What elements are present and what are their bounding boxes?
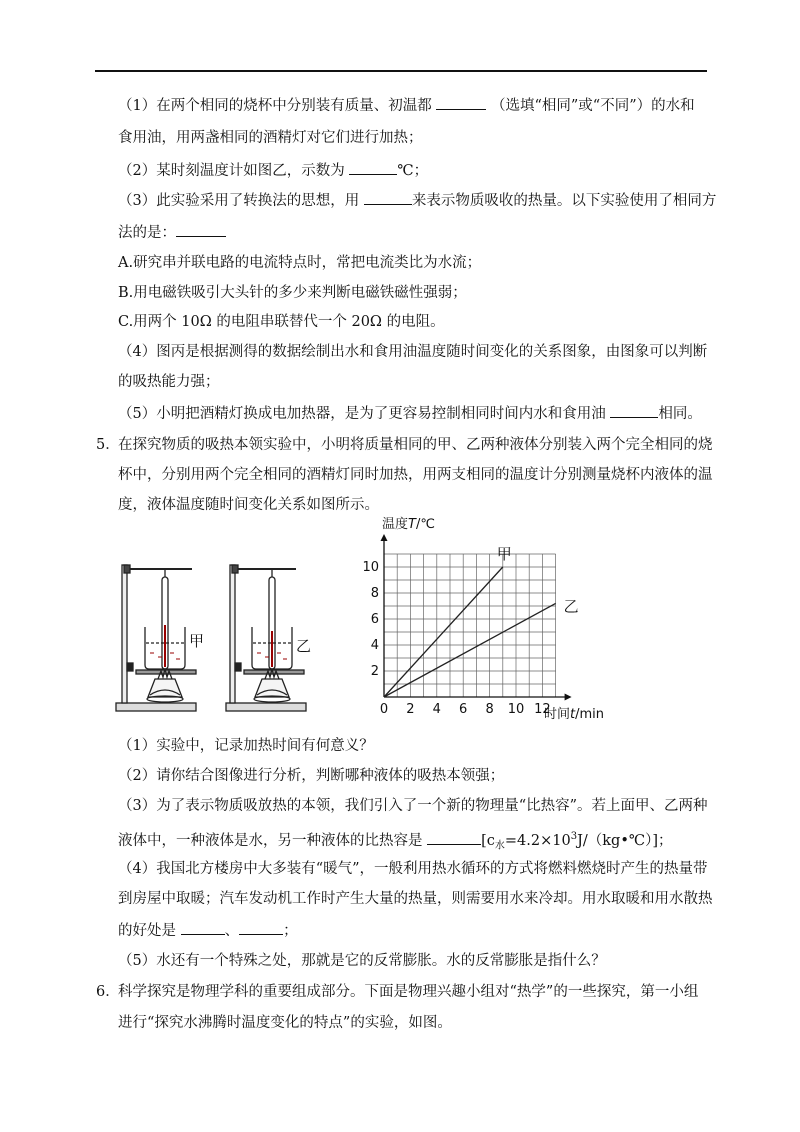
q4-part5-line bbox=[118, 403, 702, 424]
q5-sub4-text: 的好处是 bbox=[118, 923, 176, 939]
stand-base-left bbox=[116, 703, 196, 711]
q4-option-a: A.研究串并联电路的电流特点时，常把电流类比为水流； bbox=[118, 255, 482, 271]
answer-blank[interactable] bbox=[349, 160, 397, 175]
q5-sub3-line1: （3）为了表示物质吸放热的本领，我们引入了一个新的物理量“比热容”。若上面甲、乙两种 bbox=[118, 798, 708, 814]
q5-number: 5． bbox=[96, 437, 120, 453]
q5-sub4-end: ； bbox=[283, 923, 298, 939]
q4-part3-text-c: 法的是： bbox=[118, 225, 176, 241]
q4-part5-text-a: （5）小明把酒精灯换成电加热器，是为了更容易控制相同时间内水和食用油 bbox=[118, 406, 606, 422]
stand-base-right bbox=[226, 703, 306, 711]
x-tick-label: 8 bbox=[485, 702, 494, 717]
q4-part4-line2: 的吸热能力强； bbox=[118, 374, 220, 390]
temperature-time-chart bbox=[352, 512, 632, 727]
q4-part3-text-a: （3）此实验采用了转换法的思想，用 bbox=[118, 193, 360, 209]
q5-sub5: （5）水还有一个特殊之处，那就是它的反常膨胀。水的反常膨胀是指什么？ bbox=[118, 953, 606, 969]
q4-part4-line1: （4）图丙是根据测得的数据绘制出水和食用油温度随时间变化的关系图象，由图象可以判断 bbox=[118, 344, 708, 360]
q4-part2-text-b: ℃； bbox=[397, 163, 429, 179]
q4-part3-line1 bbox=[118, 190, 716, 211]
q5-sub2: （2）请你结合图像进行分析，判断哪种液体的吸热本领强； bbox=[118, 768, 505, 784]
stand-rod-left bbox=[122, 565, 127, 703]
q5-intro-line3: 度，液体温度随时间变化关系如图所示。 bbox=[118, 497, 379, 513]
apparatus-figure bbox=[110, 545, 325, 720]
y-tick-label: 10 bbox=[362, 560, 379, 575]
q4-part3-line2 bbox=[118, 222, 226, 243]
q5-sub3-subscript: 水 bbox=[494, 840, 505, 852]
answer-blank[interactable] bbox=[176, 222, 226, 237]
q5-intro-line1: 在探究物质的吸热本领实验中，小明将质量相同的甲、乙两种液体分别装入两个完全相同的烧 bbox=[118, 437, 713, 453]
x-tick-label: 0 bbox=[379, 702, 389, 717]
q4-part5-text-b: 相同。 bbox=[658, 406, 702, 422]
q5-sub3-formula-b: =4.2×10 bbox=[504, 832, 571, 849]
q4-part1-text-a: （1）在两个相同的烧杯中分别装有质量、初温都 bbox=[118, 98, 432, 114]
q5-sub3-superscript: 3 bbox=[570, 831, 578, 842]
chart-series bbox=[384, 545, 579, 697]
q6-number: 6． bbox=[96, 984, 120, 1000]
burner-right bbox=[255, 679, 289, 697]
q5-sub3-line2 bbox=[118, 827, 673, 857]
q4-part2-line bbox=[118, 160, 428, 181]
label-jia: 甲 bbox=[189, 632, 205, 650]
series-line-yi bbox=[384, 603, 556, 697]
answer-blank[interactable] bbox=[364, 190, 412, 205]
x-tick-label: 12 bbox=[534, 702, 551, 717]
stand-rod-right bbox=[230, 565, 235, 703]
answer-blank[interactable] bbox=[239, 920, 283, 935]
label-yi: 乙 bbox=[296, 637, 312, 655]
answer-blank[interactable] bbox=[181, 920, 225, 935]
series-label: 乙 bbox=[563, 597, 579, 616]
burner-left bbox=[148, 679, 182, 697]
chart-axes bbox=[381, 534, 572, 701]
q4-part2-text-a: （2）某时刻温度计如图乙，示数为 bbox=[118, 163, 345, 179]
clamp-knob-left bbox=[124, 565, 130, 573]
q4-part3-text-b: 来表示物质吸收的热量。以下实验使用了相同方 bbox=[411, 193, 717, 209]
q5-sub4-line3 bbox=[118, 920, 298, 941]
y-axis-arrow bbox=[381, 534, 388, 541]
y-tick-label: 6 bbox=[370, 612, 379, 627]
header-rule bbox=[95, 70, 707, 72]
answer-blank[interactable] bbox=[610, 403, 658, 418]
x-tick-label: 6 bbox=[459, 702, 468, 717]
answer-blank[interactable] bbox=[436, 95, 486, 110]
q5-sub3-formula-a: [c bbox=[481, 832, 495, 849]
chart-grid bbox=[384, 554, 556, 697]
x-tick-label: 4 bbox=[432, 702, 441, 717]
y-tick-label: 2 bbox=[370, 664, 379, 679]
q4-part1-line1 bbox=[118, 95, 695, 116]
answer-blank[interactable] bbox=[427, 830, 481, 845]
chart-xlabel: 时间t/min bbox=[544, 707, 605, 722]
q4-option-b: B.用电磁铁吸引大头针的多少来判断电磁铁磁性强弱； bbox=[118, 285, 467, 301]
q5-sub4-line2: 到房屋中取暖；汽车发动机工作时产生大量的热量，则需要用水来冷却。用水取暖和用水散热 bbox=[118, 891, 713, 907]
q5-sub4-line1: （4）我国北方楼房中大多装有“暖气”，一般利用热水循环的方式将燃料燃烧时产生的热量带 bbox=[118, 861, 708, 877]
q5-intro-line2: 杯中，分别用两个完全相同的酒精灯同时加热，用两支相同的温度计分别测量烧杯内液体的温 bbox=[118, 467, 713, 483]
chart-ylabel: 温度T/℃ bbox=[382, 517, 435, 532]
y-tick-label: 4 bbox=[370, 638, 379, 653]
x-tick-label: 2 bbox=[406, 702, 415, 717]
q5-sub3-formula-c: J/（kg•℃）]； bbox=[577, 832, 673, 849]
x-tick-label: 10 bbox=[507, 702, 525, 717]
x-axis-arrow bbox=[565, 694, 572, 701]
y-tick-label: 8 bbox=[370, 586, 379, 601]
q4-part1-line2: 食用油，用两盏相同的酒精灯对它们进行加热； bbox=[118, 130, 423, 146]
q4-part1-text-b: （选填“相同”或“不同”）的水和 bbox=[490, 98, 695, 114]
q4-option-c: C.用两个 10Ω 的电阻串联替代一个 20Ω 的电阻。 bbox=[118, 314, 445, 330]
q6-line2: 进行“探究水沸腾时温度变化的特点”的实验，如图。 bbox=[118, 1015, 452, 1031]
q5-sub3-text: 液体中，一种液体是水，另一种液体的比热容是 bbox=[118, 832, 423, 849]
series-label: 甲 bbox=[496, 545, 512, 563]
q5-sub4-sep: 、 bbox=[224, 923, 240, 939]
q5-sub1: （1）实验中，记录加热时间有何意义？ bbox=[118, 738, 374, 754]
q6-line1: 科学探究是物理学科的重要组成部分。下面是物理兴趣小组对“热学”的一些探究，第一小组 bbox=[118, 984, 699, 1000]
